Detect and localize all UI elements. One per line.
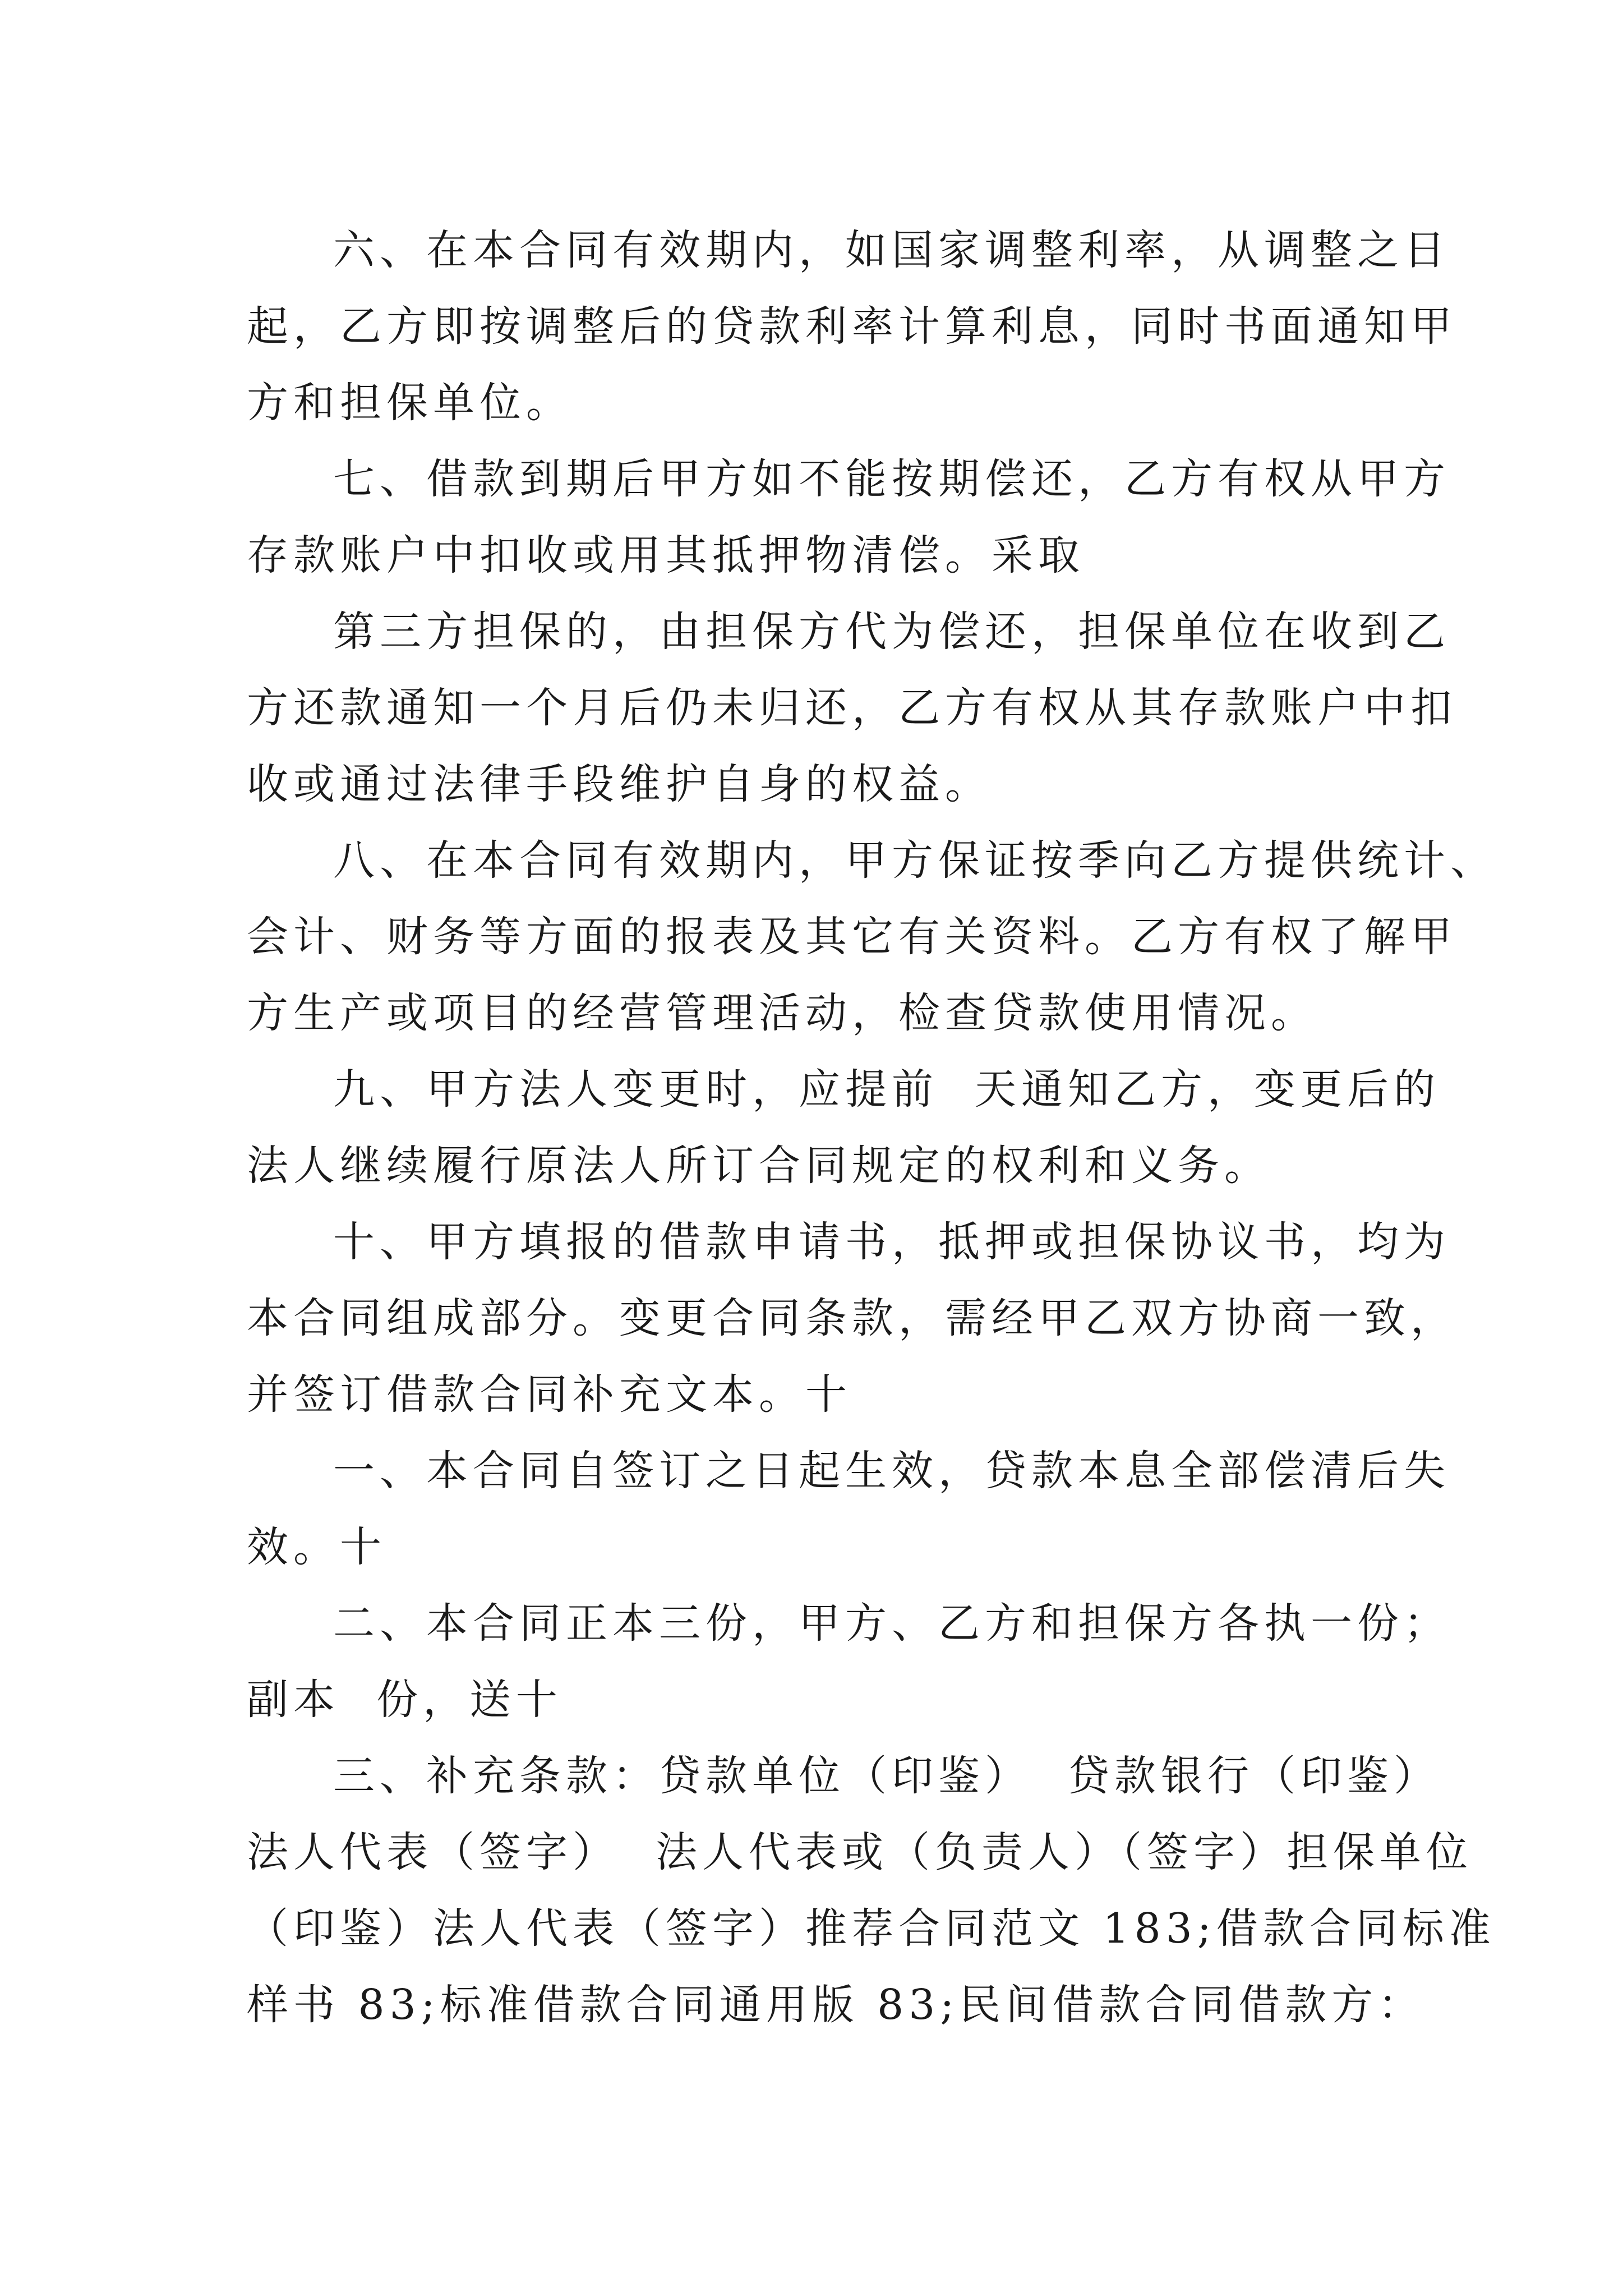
contract-text-line: 一、本合同自签订之日起生效，贷款本息全部偿清后失 [333, 1447, 1450, 1495]
contract-text-line: 会计、财务等方面的报表及其它有关资料。乙方有权了解甲 [247, 913, 1457, 961]
contract-text-line: 方还款通知一个月后仍未归还，乙方有权从其存款账户中扣 [247, 684, 1457, 732]
contract-text-line: 七、借款到期后甲方如不能按期偿还，乙方有权从甲方 [333, 455, 1450, 503]
contract-text-line: 三、补充条款：贷款单位（印鉴） 贷款银行（印鉴） [333, 1752, 1441, 1800]
contract-text-line: 六、在本合同有效期内，如国家调整利率，从调整之日 [333, 226, 1450, 274]
contract-text-line: 存款账户中扣收或用其抵押物清偿。采取 [247, 531, 1085, 579]
contract-text-line: 本合同组成部分。变更合同条款，需经甲乙双方协商一致， [247, 1294, 1457, 1342]
contract-text-line: 方生产或项目的经营管理活动，检查贷款使用情况。 [247, 989, 1317, 1037]
contract-text-line: 效。十 [247, 1523, 386, 1571]
contract-text-line: 起，乙方即按调整后的贷款利率计算利息，同时书面通知甲 [247, 302, 1457, 351]
contract-text-line: 第三方担保的，由担保方代为偿还，担保单位在收到乙 [333, 608, 1450, 656]
contract-text-line: 副本 份，送十 [247, 1676, 563, 1724]
contract-text-line: 收或通过法律手段维护自身的权益。 [247, 760, 992, 808]
contract-text-line: 九、甲方法人变更时，应提前 天通知乙方，变更后的 [333, 1065, 1441, 1114]
contract-text-line: 十、甲方填报的借款申请书，抵押或担保协议书，均为 [333, 1218, 1450, 1266]
contract-text-line: 方和担保单位。 [247, 379, 573, 427]
contract-text-line: （印鉴）法人代表（签字）推荐合同范文 183;借款合同标准 [247, 1904, 1496, 1953]
contract-text-line: 样书 83;标准借款合同通用版 83;民间借款合同借款方： [247, 1981, 1425, 2029]
contract-text-line: 法人代表（签字） 法人代表或（负责人）（签字）担保单位 [247, 1828, 1473, 1876]
contract-text-line: 法人继续履行原法人所订合同规定的权利和义务。 [247, 1142, 1271, 1190]
contract-text-line: 八、在本合同有效期内，甲方保证按季向乙方提供统计、 [333, 836, 1497, 885]
contract-body [247, 212, 1497, 2043]
contract-text-line: 二、本合同正本三份，甲方、乙方和担保方各执一份； [333, 1599, 1450, 1648]
contract-text-line: 并签订借款合同补充文本。十 [247, 1370, 852, 1419]
